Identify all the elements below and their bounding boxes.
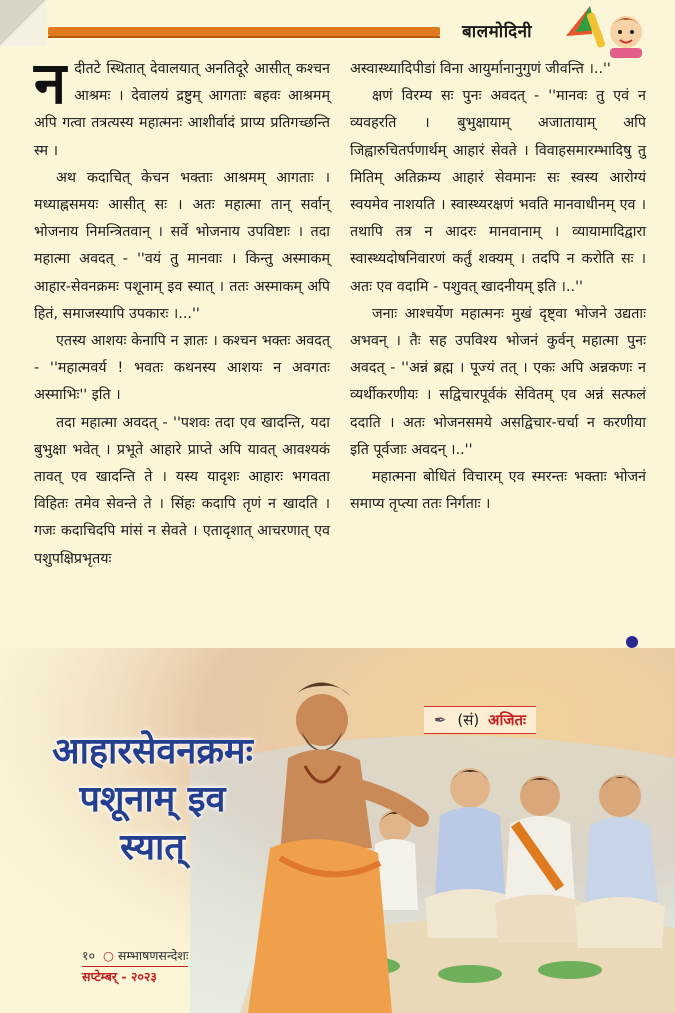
paragraph: जनाः आश्चर्येण महात्मनः मुखं दृष्ट्वा भोजने उद्यताः अभवन् । तैः सह उपविश्य भोजनं कुर्वन् महात्मा पुनः अवदत् - ''अन्नं ब्रह्म । पूज्यं तत् । एकः अपि अन्नकणः न व्यर्थीकरणीयः । सद्विचारपूर्वकं सेवितम् एव अन्नं सत्फलं ददाति । अतः भोजनसमये असद्विचार-चर्चा न करणीया इति पूर्वजाः अवदन् ।..'' [350,305,646,458]
article-end-mark [626,636,638,648]
article-column-left [34,49,330,573]
paragraph: अथ कदाचित् केचन भक्ताः आश्रमम् आगताः । मध्याह्नसमयः आसीत् सः । अतः महात्मा तान् सर्वान् भोजनाय निमन्त्रितवान् । सर्वे भोजनाय उपविष्टाः । तदा महात्मा अवदत् - ''वयं तु मानवाः । किन्तु अस्माकम् आहार-सेवनक्रमः पशूनाम् इव स्यात् । ततः अस्माकम् अपि हितं, समाजस्यापि उपकारः ।...'' [34,169,330,322]
page-footer [82,946,188,987]
title-line: पशूनाम् इव [79,779,226,820]
footer-separator-icon: ○ [103,948,114,963]
page-corner-underside [0,0,46,46]
issue-date: सप्टेम्बर् - २०२३ [82,966,188,987]
paragraph: क्षणं विरम्य सः पुनः अवदत् - ''मानवः तु एवं न व्यवहरति । बुभुक्षायाम् अजातायाम् अपि जिह्वारुचितर्पणार्थम् आहारं सेवते । विवाहसमारम्भादिषु तु मितिम् अतिक्रम्य आहारं सेवमानः सः स्वस्य आरोग्यं स्वयमेव नाशयति । स्वास्थ्यरक्षणं भवति मानवाधीनम् एव । तथापि तत्र न आदरः मानवानाम् । व्यायामादिद्वारा स्वास्थ्यदोषनिवारणं कर्तुं शक्यम् । तदपि न करोति सः । अतः एव वदामि - पशुवत् खादनीयम् इति ।..'' [350,88,646,295]
author-name: अजितः [488,711,527,729]
drop-cap: न [34,49,67,117]
paragraph: तदा महात्मा अवदत् - ''पशवः तदा एव खादन्ति, यदा बुभुक्षा भवेत् । प्रभूते आहारे प्राप्ते अपि यावत् आवश्यकं तावत् एव खादन्ति ते । यस्य यादृशः आहारः भगवता विहितः तमेव सेवन्ते ते । सिंहः कदापि तृणं न खादति । गजः कदाचिदपि मांसं न सेवते । एतादृशात् आचरणात् एव पशुपक्षिप्रभृतयः [34,414,330,567]
title-line: आहारसेवनक्रमः [52,731,253,772]
header-rule [48,27,440,36]
paragraph: महात्मना बोधितं विचारम् एव स्मरन्तः भक्ताः भोजनं समाप्य तृप्त्या ततः निर्गताः । [350,469,646,513]
paragraph: अस्वास्थ्यादिपीडां विना आयुर्मानानुगुणं जीवन्ति ।..'' [350,61,611,77]
section-brand: बालमोदिनी [462,22,532,42]
author-credit [424,706,536,734]
paragraph: नदीतटे स्थितात् देवालयात् अनतिदूरे आसीत् कश्चन आश्रमः । देवालयं द्रष्टुम् आगताः बहवः आश्रमम् अपि गत्वा तत्रत्यस्य महात्मनः आशीर्वादं प्राप्य प्रतिगच्छन्ति स्म । [34,49,330,159]
paragraph: एतस्य आशयः केनापि न ज्ञातः । कश्चन भक्तः अवदत् - ''महात्मवर्य ! भवतः कथनस्य आशयः न अवगतः अस्माभिः'' इति । [34,333,330,404]
article-title [30,728,275,872]
kids-drawing-icon [562,2,652,60]
page-number: १० [82,948,96,963]
pen-icon: ✒ [434,711,447,729]
author-prefix: (सं) [457,711,480,729]
header-rule-shadow [48,36,440,38]
magazine-name: सम्भाषणसन्देशः [117,948,189,963]
article-column-right [350,56,646,518]
title-line: स्यात् [120,827,185,868]
